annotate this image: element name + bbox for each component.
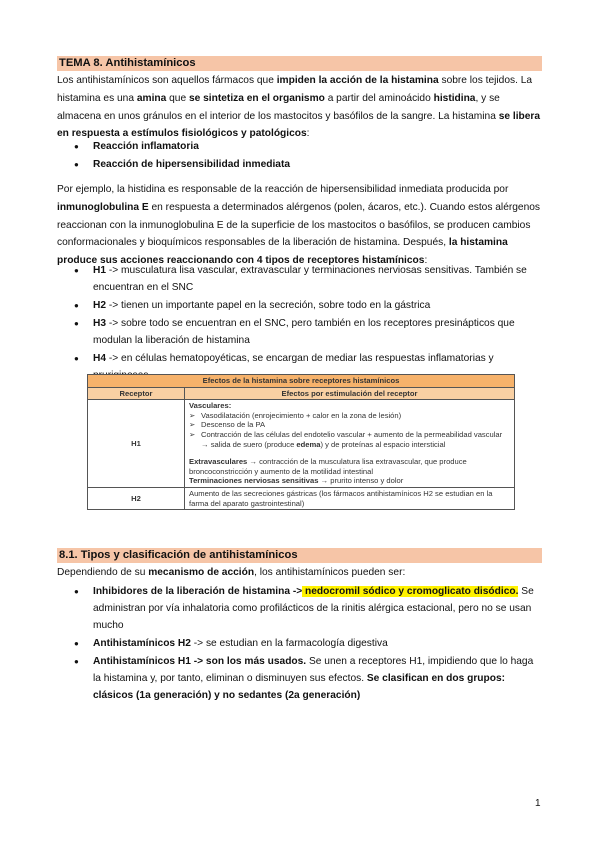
hypersensitivity-paragraph: Por ejemplo, la histidina es responsable de la reacción de hipersensibilidad inmediata producida por inmunoglobulina E en respuesta a determinados alérgenos (polen, ácaros, etc.). Cuando estos alérgenos reaccionan con la inmunoglobulina E de la superficie de los mastocitos o basófilos, se producen cambios conformacionales y bioquímicos responsables de la liberación de histamina. Después, la histamina produce sus acciones reaccionando con 4 tipos de receptores histamínicos: xyxy=(57,184,541,267)
effects-cell: Vasculares: ➢ Vasodilatación (enrojecimiento + calor en la zona de lesión) ➢ Descenso de la PA ➢ Contracción de las células del endotelio vascular + aumento de la permeabilidad vascular → salida de suero (produce edema) y de proteínas al espacio intersticial Extravasculares → contracción de la musculatura lisa extravascular, que produce broncoconstricción y aumento de la motilidad intestinal Terminaciones nerviosas sensitivas → prurito intenso y dolor xyxy=(185,400,515,488)
list-item: ● H2 -> tienen un importante papel en la secreción, sobre todo en la gástrica xyxy=(57,297,542,314)
list-item: ● Antihistamínicos H2 -> se estudian en la farmacología digestiva xyxy=(57,635,542,652)
antihistamine-types-list xyxy=(57,583,542,705)
table-row xyxy=(88,487,515,509)
page-number: 1 xyxy=(535,798,541,809)
list-item: ● Reacción inflamatoria xyxy=(57,138,542,155)
effects-cell: Aumento de las secreciones gástricas (los fármacos antihistamínicos H2 se estudian en la farma del aparato gastrointestinal) xyxy=(185,487,515,509)
reaction-list xyxy=(57,138,542,174)
table-header-effects: Efectos por estimulación del receptor xyxy=(185,387,515,400)
receptor-list xyxy=(57,262,542,385)
section-intro: Dependiendo de su mecanismo de acción, los antihistamínicos pueden ser: xyxy=(57,567,406,578)
list-item: ● H4 -> en células hematopoyéticas, se encargan de mediar las respuestas inflamatorias y xyxy=(57,350,542,384)
page-title: TEMA 8. Antihistamínicos xyxy=(57,56,542,71)
histamine-effects-table xyxy=(87,374,515,510)
list-item: ● H1 -> musculatura lisa vascular, extravascular y terminaciones nerviosas sensitivas. También se encuentran en el SNC xyxy=(57,262,542,296)
list-item: ● Inhibidores de la liberación de histamina -> nedocromil sódico y cromoglicato disódico. Se administran por vía inhalatoria como profilácticos de la rinitis alérgica estacional, pero no se usan mucho xyxy=(57,583,542,635)
table-caption: Efectos de la histamina sobre receptores histamínicos xyxy=(88,375,515,388)
list-item: ● H3 -> sobre todo se encuentran en el SNC, pero también en los receptores presinápticos que modulan la liberación de histamina xyxy=(57,315,542,349)
receptor-cell: H1 xyxy=(88,400,185,488)
intro-paragraph: Los antihistamínicos son aquellos fármacos que impiden la acción de la histamina sobre los tejidos. La histamina es una amina que se sintetiza en el organismo a partir del aminoácido histidina, y se almacena en unos gránulos en el interior de los mastocitos y basófilos de la sangre. La histamina se libera en respuesta a estímulos fisiológicos y patológicos: xyxy=(57,75,541,140)
list-item: ● Antihistamínicos H1 -> son los más usados. Se unen a receptores H1, impidiendo que lo haga la histamina y, por tanto, eliminan o disminuyen sus efectos. Se clasifican en dos grupos: clásicos (1a generación) y no sedantes (2a generación) xyxy=(57,653,542,705)
receptor-cell: H2 xyxy=(88,487,185,509)
list-item: ● Reacción de hipersensibilidad inmediata xyxy=(57,156,542,173)
table-header-receptor: Receptor xyxy=(88,387,185,400)
table-row xyxy=(88,400,515,488)
section-title: 8.1. Tipos y clasificación de antihistamínicos xyxy=(57,548,542,563)
